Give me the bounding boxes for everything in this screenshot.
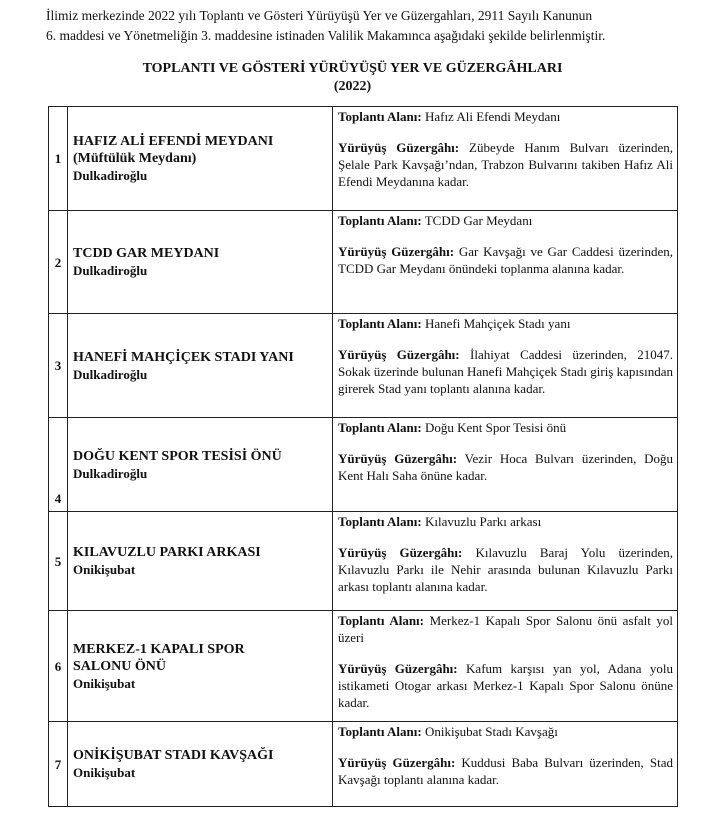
route-value: İlahiyat Caddesi üzerinden, 21047. Sokak üzerinde bulunan Hanefi Mahçiçek Stadı giriş kapısından girerek Stad yanı toplantı alanına kadar. bbox=[338, 347, 674, 396]
area-value: Doğu Kent Spor Tesisi önü bbox=[424, 420, 567, 435]
place-cell bbox=[68, 211, 333, 314]
area-label: Toplantı Alanı: bbox=[338, 724, 422, 739]
route-value: Zübeyde Hanım Bulvarı üzerinden, Şelale Park Kavşağı’ndan, Trabzon Bulvarını takiben Hafız Ali Efendi Meydanına kadar. bbox=[338, 140, 674, 189]
place-name: MERKEZ-1 KAPALI SPOR SALONU ÖNÜ bbox=[73, 641, 245, 674]
table-row bbox=[49, 722, 678, 807]
row-number: 6 bbox=[49, 611, 68, 722]
description-cell bbox=[333, 611, 678, 722]
intro-line-2: 6. maddesi ve Yönetmeliğin 3. maddesine istinaden Valilik Makamınca aşağıdaki şekilde belirlenmiştir. bbox=[46, 28, 606, 43]
place-cell bbox=[68, 512, 333, 611]
district-name: Onikişubat bbox=[73, 562, 136, 577]
area-label: Toplantı Alanı: bbox=[338, 514, 422, 529]
description-cell bbox=[333, 512, 678, 611]
place-name: HAFIZ ALİ EFENDİ MEYDANI (Müftülük Meydanı) bbox=[73, 134, 274, 166]
place-name: TCDD GAR MEYDANI bbox=[73, 246, 220, 261]
place-cell bbox=[68, 611, 333, 722]
description-cell bbox=[333, 418, 678, 512]
area-value: Merkez-1 Kapalı Spor Salonu önü asfalt yol üzeri bbox=[338, 613, 673, 645]
route-label: Yürüyüş Güzergâhı: bbox=[338, 755, 456, 770]
area-label: Toplantı Alanı: bbox=[338, 420, 422, 435]
row-number: 1 bbox=[49, 107, 68, 211]
place-cell bbox=[68, 314, 333, 418]
table-row bbox=[49, 107, 678, 211]
table-row bbox=[49, 418, 678, 512]
area-label: Toplantı Alanı: bbox=[338, 213, 422, 228]
description-cell bbox=[333, 211, 678, 314]
route-value: Kılavuzlu Baraj Yolu üzerinden, Kılavuzlu Parkı ile Nehir arasında bulunan Kılavuzlu Parkı arkası toplantı alanına kadar. bbox=[338, 545, 673, 594]
route-label: Yürüyüş Güzergâhı: bbox=[338, 661, 458, 676]
table-row bbox=[49, 512, 678, 611]
area-value: Onikişubat Stadı Kavşağı bbox=[424, 724, 558, 739]
route-label: Yürüyüş Güzergâhı: bbox=[338, 451, 458, 466]
row-number: 4 bbox=[49, 418, 68, 512]
route-label: Yürüyüş Güzergâhı: bbox=[338, 140, 460, 155]
table-row bbox=[49, 611, 678, 722]
route-value: Vezir Hoca Bulvarı üzerinden, Doğu Kent Halı Saha önüne kadar. bbox=[338, 451, 673, 483]
document-title: TOPLANTI VE GÖSTERİ YÜRÜYÜŞÜ YER VE GÜZERGÂHLARI bbox=[142, 61, 563, 76]
district-name: Onikişubat bbox=[73, 765, 136, 780]
place-cell bbox=[68, 418, 333, 512]
area-value: Kılavuzlu Parkı arkası bbox=[424, 514, 542, 529]
area-label: Toplantı Alanı: bbox=[338, 109, 422, 124]
district-name: Dulkadiroğlu bbox=[73, 263, 148, 278]
route-label: Yürüyüş Güzergâhı: bbox=[338, 244, 455, 259]
place-cell bbox=[68, 107, 333, 211]
area-value: TCDD Gar Meydanı bbox=[424, 213, 533, 228]
description-cell bbox=[333, 314, 678, 418]
place-name: HANEFİ MAHÇİÇEK STADI YANI bbox=[73, 349, 294, 365]
place-cell bbox=[68, 722, 333, 807]
area-label: Toplantı Alanı: bbox=[338, 316, 422, 331]
document-year: (2022) bbox=[333, 79, 372, 94]
place-name: KILAVUZLU PARKI ARKASI bbox=[73, 545, 261, 560]
description-cell bbox=[333, 722, 678, 807]
table-row bbox=[49, 211, 678, 314]
place-name: ONİKİŞUBAT STADI KAVŞAĞI bbox=[73, 748, 274, 763]
route-label: Yürüyüş Güzergâhı: bbox=[338, 347, 460, 362]
district-name: Dulkadiroğlu bbox=[73, 168, 148, 183]
routes-table bbox=[48, 106, 678, 807]
intro-line-1: İlimiz merkezinde 2022 yılı Toplantı ve Gösteri Yürüyüşü Yer ve Güzergahları, 2911 Sayılı Kanunun bbox=[46, 8, 593, 23]
row-number: 7 bbox=[49, 722, 68, 807]
table-row bbox=[49, 314, 678, 418]
district-name: Dulkadiroğlu bbox=[73, 366, 148, 382]
intro-paragraph bbox=[46, 6, 660, 46]
row-number: 5 bbox=[49, 512, 68, 611]
district-name: Onikişubat bbox=[73, 675, 136, 691]
area-value: Hanefi Mahçiçek Stadı yanı bbox=[424, 316, 571, 331]
area-label: Toplantı Alanı: bbox=[338, 613, 424, 628]
description-cell bbox=[333, 107, 678, 211]
row-number: 3 bbox=[49, 314, 68, 418]
route-label: Yürüyüş Güzergâhı: bbox=[338, 545, 463, 560]
district-name: Dulkadiroğlu bbox=[73, 465, 148, 481]
route-value: Kafum karşısı yan yol, Adana yolu istikameti Otogar arkası Merkez-1 Kapalı Spor Salonu önüne kadar. bbox=[338, 661, 674, 710]
area-value: Hafız Ali Efendi Meydanı bbox=[424, 109, 561, 124]
route-value: Gar Kavşağı ve Gar Caddesi üzerinden, TCDD Gar Meydanı önündeki toplanma alanına kadar. bbox=[338, 244, 674, 276]
row-number: 2 bbox=[49, 211, 68, 314]
place-name: DOĞU KENT SPOR TESİSİ ÖNÜ bbox=[73, 448, 282, 464]
route-value: Kuddusi Baba Bulvarı üzerinden, Stad Kavşağı toplantı alanına kadar. bbox=[338, 755, 673, 787]
